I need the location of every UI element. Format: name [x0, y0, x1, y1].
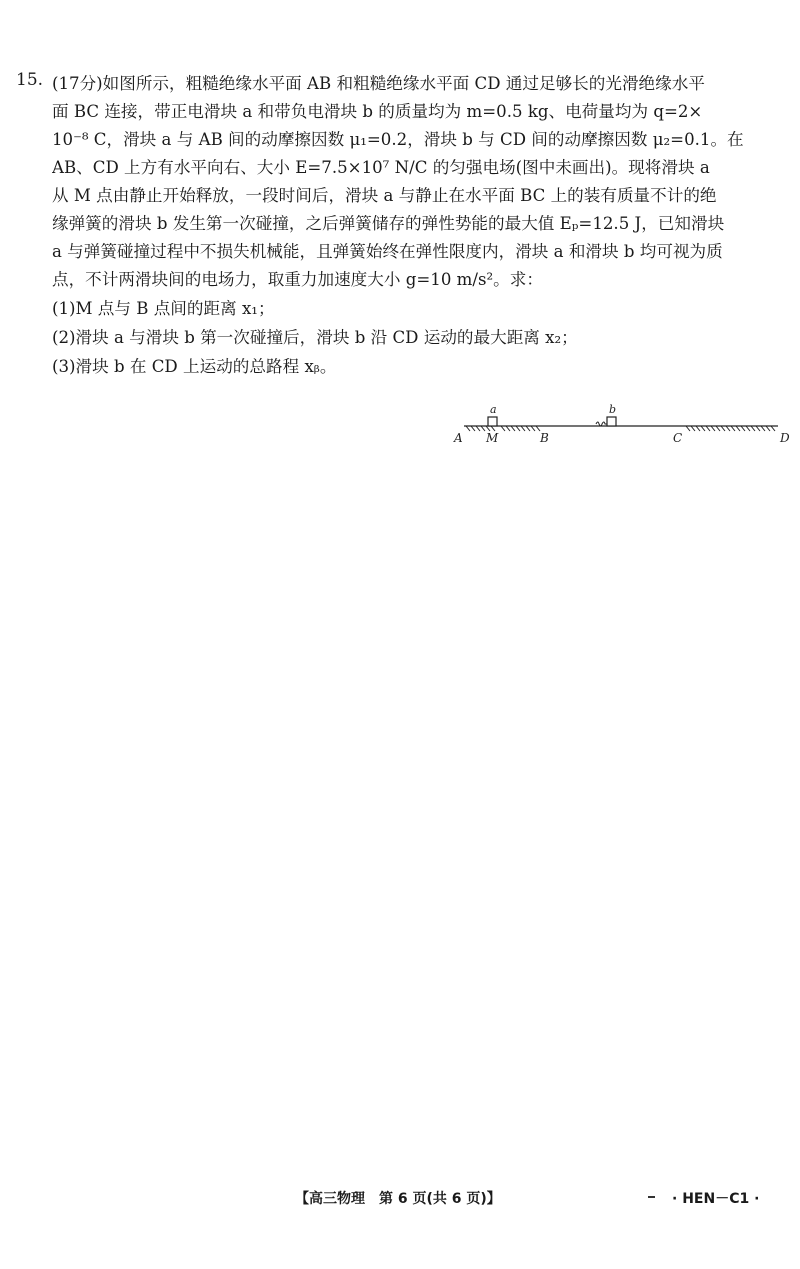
label-A: A: [454, 431, 463, 445]
question-number: 15.: [16, 70, 44, 90]
label-B: B: [540, 431, 549, 445]
label-C: C: [673, 431, 683, 445]
label-D: D: [780, 431, 790, 445]
subquestion-1: (1)M 点与 B 点间的距离 x₁；: [52, 299, 275, 318]
label-a: a: [490, 403, 497, 416]
question-line-3: 10⁻⁸ C，滑块 a 与 AB 间的动摩擦因数 μ₁=0.2，滑块 b 与 CD 间的动摩擦因数 μ₂=0.1。在: [52, 130, 744, 149]
label-M: M: [486, 431, 499, 445]
question-line-4: AB、CD 上方有水平向右、大小 E=7.5×10⁷ N/C 的匀强电场(图中未画出)。现将滑块 a: [52, 158, 710, 177]
hatch-ab: [466, 426, 540, 431]
footer-dash: [648, 1196, 655, 1198]
hatch-cd: [686, 426, 775, 431]
block-b: [607, 417, 616, 426]
question-line-8: 点，不计两滑块间的电场力，取重力加速度大小 g=10 m/s²。求：: [52, 270, 543, 289]
question-line-1: (17分)如图所示，粗糙绝缘水平面 AB 和粗糙绝缘水平面 CD 通过足够长的光滑绝缘水平: [52, 74, 705, 93]
question-line-2: 面 BC 连接，带正电滑块 a 和带负电滑块 b 的质量均为 m=0.5 kg、电荷量均为 q=2×: [52, 102, 703, 121]
question-body: [52, 70, 782, 381]
question-line-5: 从 M 点由静止开始释放，一段时间后，滑块 a 与静止在水平面 BC 上的装有质量不计的绝: [52, 186, 717, 205]
block-a: [488, 417, 497, 426]
footer-code: · HEN－C1 ·: [672, 1191, 760, 1207]
footer-page-info: 【高三物理 第 6 页(共 6 页)】: [295, 1191, 501, 1207]
track-diagram: [450, 398, 795, 448]
subquestion-3: (3)滑块 b 在 CD 上运动的总路程 xᵦ。: [52, 357, 337, 376]
subquestion-2: (2)滑块 a 与滑块 b 第一次碰撞后，滑块 b 沿 CD 运动的最大距离 x₂；: [52, 328, 578, 347]
question-line-7: a 与弹簧碰撞过程中不损失机械能，且弹簧始终在弹性限度内，滑块 a 和滑块 b 均可视为质: [52, 242, 723, 261]
question-line-6: 缘弹簧的滑块 b 发生第一次碰撞，之后弹簧储存的弹性势能的最大值 Eₚ=12.5 J，已知滑块: [52, 214, 725, 233]
label-b: b: [609, 403, 617, 416]
